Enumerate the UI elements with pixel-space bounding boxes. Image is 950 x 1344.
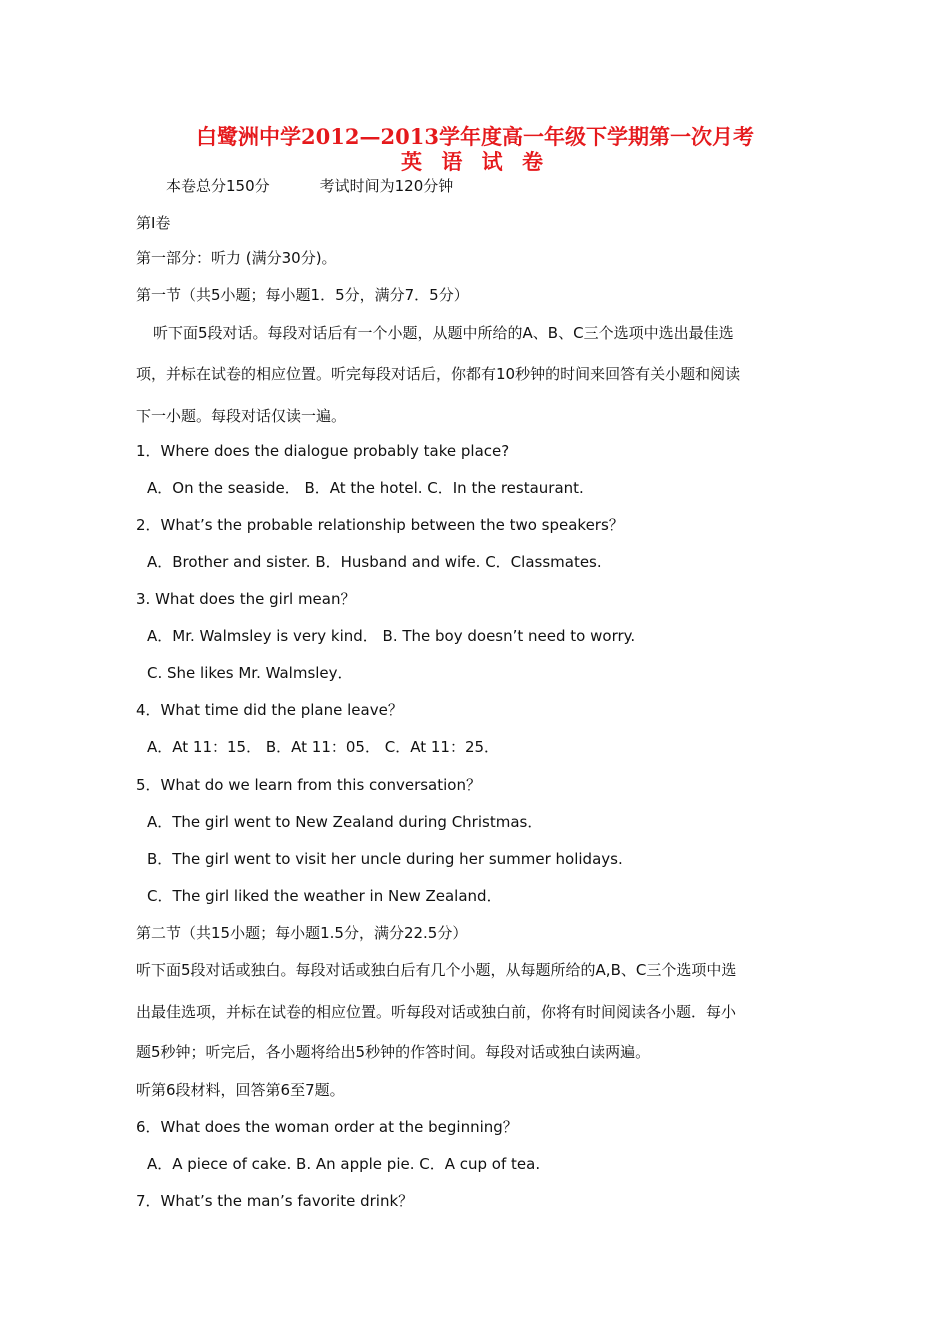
section2-heading: 第二节（共15小题；每小题1.5分，满分22.5分） [136, 924, 468, 942]
section2-instructions: 出最佳选项，并标在试卷的相应位置。听每段对话或独白前，你将有时间阅读各小题．每小 [136, 1003, 737, 1021]
section1-instructions: 听下面5段对话。每段对话后有一个小题，从题中所给的A、B、C三个选项中选出最佳选 [153, 324, 734, 342]
section1-instructions: 项，并标在试卷的相应位置。听完每段对话后，你都有10秒钟的时间来回答有关小题和阅读 [136, 365, 741, 383]
question-1: 1．Where does the dialogue probably take place? [136, 442, 510, 460]
question-3-option-c: C. She likes Mr. Walmsley． [147, 664, 353, 682]
section2-instructions: 题5秒钟；听完后，各小题将给出5秒钟的作答时间。每段对话或独白读两遍。 [136, 1043, 651, 1061]
question-5-option-b: B．The girl went to visit her uncle during her summer holidays. [147, 850, 623, 868]
exam-subject-title: 英 语 试 卷 [401, 149, 549, 174]
question-2-options: A．Brother and sister. B．Husband and wife. C．Classmates. [147, 553, 602, 571]
question-4: 4．What time did the plane leave？ [136, 701, 403, 719]
question-6-options: A．A piece of cake. B. An apple pie. C．A cup of tea. [147, 1155, 541, 1173]
question-5-option-a: A．The girl went to New Zealand during Christmas． [147, 813, 543, 831]
exam-title: 白鹭洲中学2012—2013学年度高一年级下学期第一次月考 [196, 124, 754, 149]
section2-instructions: 听下面5段对话或独白。每段对话或独白后有几个小题，从每题所给的A,B、C三个选项中选 [136, 961, 737, 979]
question-4-options: A．At 11：15． B．At 11：05． C．At 11：25． [147, 738, 500, 756]
question-2: 2．What’s the probable relationship between the two speakers？ [136, 516, 624, 534]
question-1-options: A．On the seaside． B．At the hotel. C．In the restaurant. [147, 479, 584, 497]
question-5-option-c: C．The girl liked the weather in New Zealand． [147, 887, 502, 905]
question-3: 3. What does the girl mean？ [136, 590, 356, 608]
section1-heading: 第一节（共5小题；每小题1．5分，满分7．5分） [136, 286, 469, 304]
total-score: 本卷总分150分 [166, 177, 270, 195]
exam-meta [166, 176, 453, 196]
volume-heading: 第Ⅰ卷 [136, 214, 171, 232]
question-5: 5．What do we learn from this conversation？ [136, 776, 481, 794]
question-7: 7．What’s the man’s favorite drink？ [136, 1192, 414, 1210]
question-3-options: A．Mr. Walmsley is very kind． B. The boy doesn’t need to worry. [147, 627, 636, 645]
question-6: 6．What does the woman order at the beginning？ [136, 1118, 518, 1136]
section1-instructions: 下一小题。每段对话仅读一遍。 [136, 407, 347, 425]
exam-time: 考试时间为120分钟 [319, 177, 454, 195]
material-6-heading: 听第6段材料，回答第6至7题。 [136, 1081, 345, 1099]
part1-heading: 第一部分：听力 (满分30分)。 [136, 249, 337, 267]
